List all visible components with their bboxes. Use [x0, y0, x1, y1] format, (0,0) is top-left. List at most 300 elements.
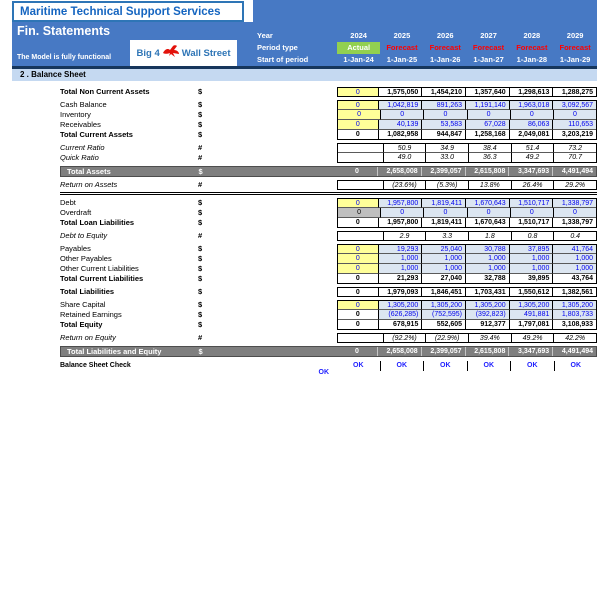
row-label-share-capital: Share Capital [60, 300, 106, 309]
table-row-total-liabilities-and-equity [60, 346, 597, 357]
eagle-icon [162, 44, 180, 63]
row-label-retained-earnings: Retained Earnings [60, 310, 122, 319]
row-cells-inventory [337, 110, 597, 120]
period-type-2026: Forecast [429, 43, 461, 52]
row-cells-total-current-liabilities [337, 274, 597, 284]
row-label-return-on-equity: Return on Equity [60, 333, 116, 342]
cell-total-liabilities-2029: 1,382,561 [552, 288, 596, 296]
cell-debt-2028: 1,510,717 [509, 199, 553, 208]
check-ok-2027: OK [467, 361, 511, 371]
row-label-overdraft: Overdraft [60, 208, 92, 217]
period-type-2028: Forecast [516, 43, 548, 52]
cell-retained-earnings-2028: 491,881 [509, 310, 553, 320]
year-2025: 2025 [393, 31, 411, 40]
year-2024: 2024 [350, 31, 367, 40]
start-2025: 1-Jan-25 [386, 55, 418, 64]
cell-overdraft-2026: 0 [423, 208, 466, 218]
row-gap-column [216, 110, 337, 120]
cell-retained-earnings-2029: 1,803,733 [552, 310, 596, 320]
table-row-quick-ratio [12, 153, 597, 163]
row-label-total-current-liabilities: Total Current Liabilities [60, 274, 144, 283]
year-2026: 2026 [436, 31, 454, 40]
period-type-2025: Forecast [386, 43, 418, 52]
row-cells-share-capital [337, 300, 597, 310]
cell-cash-balance-2028: 1,963,018 [509, 101, 553, 110]
cell-other-current-liabilities-2026: 1,000 [421, 264, 465, 274]
row-cells-current-ratio [337, 143, 597, 153]
cell-debt-2027: 1,670,643 [465, 199, 509, 208]
cell-total-current-liabilities-2025: 21,293 [378, 274, 422, 283]
row-label-total-liabilities: Total Liabilities [60, 287, 115, 296]
cell-share-capital-2027: 1,305,200 [465, 301, 509, 310]
cell-total-non-current-assets-2029: 1,288,275 [552, 88, 596, 96]
row-cells-retained-earnings [337, 310, 597, 320]
cell-inventory-2029: 0 [553, 110, 596, 120]
cell-total-current-liabilities-2024: 0 [338, 274, 378, 283]
cell-total-assets-2024: 0 [354, 168, 359, 175]
cell-share-capital-2029: 1,305,200 [552, 301, 596, 310]
row-unit-total-liabilities-and-equity: $ [198, 347, 203, 356]
row-gap-column [216, 167, 337, 176]
cell-quick-ratio-2027: 36.3 [468, 153, 511, 162]
section-separator-double-line [60, 192, 597, 195]
cell-share-capital-2024[interactable]: 0 [338, 301, 378, 310]
cell-total-equity-2026: 552,605 [421, 320, 465, 329]
row-cells-debt [337, 198, 597, 208]
table-row-payables [12, 244, 597, 254]
start-2024: 1-Jan-24 [343, 55, 374, 64]
row-cells-total-liabilities [337, 287, 597, 297]
row-gap-column [216, 180, 337, 190]
table-row-debt [12, 198, 597, 208]
cell-retained-earnings-2024: 0 [338, 310, 378, 320]
cell-total-liabilities-2028: 1,550,612 [509, 288, 553, 296]
row-gap-column [216, 274, 337, 284]
cell-return-on-equity-2027: 39.4% [468, 334, 511, 342]
cell-total-equity-2024: 0 [338, 320, 378, 329]
row-unit-total-current-liabilities: $ [198, 274, 203, 283]
cell-total-liabilities-and-equity-2024: 0 [354, 348, 359, 355]
cell-total-current-assets-2026: 944,847 [421, 130, 465, 139]
cell-total-liabilities-and-equity-2029: 4,491,494 [552, 347, 596, 356]
cell-total-loan-liabilities-2026: 1,819,411 [421, 218, 465, 227]
row-gap-column [216, 100, 337, 110]
cell-inventory-2026: 0 [423, 110, 466, 120]
cell-current-ratio-2025: 50.9 [383, 144, 426, 153]
cell-cash-balance-2024[interactable]: 0 [338, 101, 378, 110]
check-ok-2028: OK [510, 361, 554, 371]
year-row [253, 30, 597, 42]
table-row-debt-to-equity [12, 231, 597, 241]
cell-debt-to-equity-2026: 3.3 [425, 232, 468, 240]
table-row-retained-earnings [12, 310, 597, 320]
check-lead-cell [216, 361, 337, 376]
table-row-total-equity [12, 320, 597, 330]
table-row-total-loan-liabilities [12, 218, 597, 228]
table-row-total-liabilities [12, 287, 597, 297]
cell-current-ratio-2027: 38.4 [468, 144, 511, 153]
cell-cash-balance-2026: 891,263 [421, 101, 465, 110]
row-gap-column [216, 254, 337, 264]
check-ok-lead: OK [318, 369, 329, 376]
row-gap-column [216, 300, 337, 310]
row-unit-total-loan-liabilities: $ [198, 218, 203, 227]
logo-text-right: Wall Street [181, 47, 231, 59]
start-2028: 1-Jan-28 [516, 55, 548, 64]
logo-text-left: Big 4 [136, 47, 160, 59]
cell-total-assets-2026: 2,399,057 [421, 167, 465, 176]
cell-other-current-liabilities-2028: 1,000 [509, 264, 553, 274]
row-label-debt: Debt [60, 198, 76, 207]
cell-debt-to-equity-2025: 2.9 [383, 232, 426, 240]
cell-receivables-2025: 40,139 [378, 120, 422, 130]
cell-payables-2029: 41,764 [552, 245, 596, 254]
row-gap-column [216, 287, 337, 297]
row-cells-return-on-equity [337, 333, 597, 343]
cell-cash-balance-2029: 3,092,567 [552, 101, 596, 110]
cell-total-current-assets-2029: 3,203,219 [552, 130, 596, 139]
row-unit-payables: $ [198, 244, 203, 253]
table-row-total-non-current-assets [12, 87, 597, 97]
cell-receivables-2028: 86,063 [509, 120, 553, 130]
row-unit-return-on-equity: # [198, 333, 203, 342]
logo [130, 40, 237, 66]
row-gap-column [216, 333, 337, 343]
cell-share-capital-2025: 1,305,200 [378, 301, 422, 310]
row-cells-total-loan-liabilities [337, 218, 597, 228]
row-unit-cash-balance: $ [198, 100, 203, 109]
table-row-return-on-assets [12, 180, 597, 190]
cell-total-current-liabilities-2028: 39,895 [509, 274, 553, 283]
cell-total-equity-2027: 912,377 [465, 320, 509, 329]
table-row-total-current-assets [12, 130, 597, 140]
cell-retained-earnings-2027: (392,823) [465, 310, 509, 320]
cell-total-current-assets-2024: 0 [338, 130, 378, 139]
cell-debt-to-equity-2029: 0.4 [553, 232, 596, 240]
cell-receivables-2026: 53,583 [421, 120, 465, 130]
cell-payables-2028: 37,895 [509, 245, 553, 254]
cell-return-on-assets-2029: 29.2% [553, 181, 596, 189]
cell-total-liabilities-2027: 1,703,431 [465, 288, 509, 296]
check-ok-2024: OK [353, 362, 364, 369]
row-gap-column [216, 347, 337, 356]
year-label: Year [257, 31, 273, 40]
row-cells-check [337, 361, 597, 371]
cell-total-current-liabilities-2026: 27,040 [421, 274, 465, 283]
company-title-box [12, 1, 244, 22]
cell-other-current-liabilities-2029: 1,000 [552, 264, 596, 274]
row-cells-return-on-assets [337, 180, 597, 190]
cell-retained-earnings-2025: (626,285) [378, 310, 422, 320]
row-unit-total-current-assets: $ [198, 130, 203, 139]
cell-total-loan-liabilities-2028: 1,510,717 [509, 218, 553, 227]
row-cells-total-liabilities-and-equity [337, 347, 596, 356]
row-label-other-current-liabilities: Other Current Liabilities [60, 264, 139, 273]
cell-debt-to-equity-2024 [338, 232, 383, 240]
cell-return-on-assets-2024 [338, 181, 383, 189]
row-unit-return-on-assets: # [198, 180, 203, 189]
cell-other-payables-2029: 1,000 [552, 254, 596, 264]
row-unit-other-payables: $ [198, 254, 203, 263]
year-2027: 2027 [480, 31, 497, 40]
cell-total-liabilities-and-equity-2028: 3,347,693 [508, 347, 552, 356]
row-unit-total-non-current-assets: $ [198, 87, 203, 96]
cell-current-ratio-2028: 51.4 [511, 144, 554, 153]
start-2026: 1-Jan-26 [430, 55, 461, 64]
cell-other-current-liabilities-2025: 1,000 [378, 264, 422, 274]
cell-total-liabilities-2026: 1,846,451 [421, 288, 465, 296]
row-label-total-assets: Total Assets [67, 167, 111, 176]
row-unit-current-ratio: # [198, 143, 203, 152]
model-tagline: The Model is fully functional [17, 54, 112, 61]
cell-total-liabilities-and-equity-2027: 2,615,808 [465, 347, 509, 356]
row-unit-overdraft: $ [198, 208, 203, 217]
cell-total-assets-2027: 2,615,808 [465, 167, 509, 176]
cell-return-on-equity-2024 [338, 334, 383, 342]
cell-total-assets-2029: 4,491,494 [552, 167, 596, 176]
row-cells-other-current-liabilities [337, 264, 597, 274]
cell-overdraft-2025: 0 [380, 208, 423, 218]
cell-total-non-current-assets-2025: 1,575,050 [378, 88, 422, 96]
period-type-2024: Actual [337, 42, 380, 54]
cell-overdraft-2024[interactable]: 0 [338, 208, 380, 218]
cell-total-current-liabilities-2029: 43,764 [552, 274, 596, 283]
row-unit-quick-ratio: # [198, 153, 203, 162]
cell-total-assets-2025: 2,658,008 [377, 167, 421, 176]
table-row-total-current-liabilities [12, 274, 597, 284]
cell-quick-ratio-2026: 33.0 [425, 153, 468, 162]
cell-current-ratio-2024 [338, 144, 383, 153]
table-row-inventory [12, 110, 597, 120]
row-cells-other-payables [337, 254, 597, 264]
cell-share-capital-2026: 1,305,200 [421, 301, 465, 310]
table-row-receivables [12, 120, 597, 130]
table-row-return-on-equity [12, 333, 597, 343]
cell-return-on-equity-2028: 49.2% [511, 334, 554, 342]
cell-total-non-current-assets-2024[interactable]: 0 [338, 88, 378, 96]
cell-payables-2026: 25,040 [421, 245, 465, 254]
cell-overdraft-2028: 0 [510, 208, 553, 218]
row-label-payables: Payables [60, 244, 91, 253]
row-gap-column [216, 264, 337, 274]
row-label-debt-to-equity: Debt to Equity [60, 231, 108, 240]
cell-quick-ratio-2025: 49.0 [383, 153, 426, 162]
row-cells-overdraft [337, 208, 597, 218]
cell-receivables-2027: 67,028 [465, 120, 509, 130]
cell-total-equity-2029: 3,108,933 [552, 320, 596, 329]
row-gap-column [216, 208, 337, 218]
cell-total-loan-liabilities-2029: 1,338,797 [552, 218, 596, 227]
row-unit-check [198, 361, 216, 371]
table-row-share-capital [12, 300, 597, 310]
row-gap-column [216, 87, 337, 97]
start-2027: 1-Jan-27 [473, 55, 504, 64]
row-cells-cash-balance [337, 100, 597, 110]
row-unit-inventory: $ [198, 110, 203, 119]
cell-payables-2027: 30,788 [465, 245, 509, 254]
cell-return-on-assets-2025: (23.6%) [383, 181, 426, 189]
row-label-total-loan-liabilities: Total Loan Liabilities [60, 218, 135, 227]
cell-total-current-assets-2025: 1,082,958 [378, 130, 422, 139]
cell-total-liabilities-and-equity-2026: 2,399,057 [421, 347, 465, 356]
cell-overdraft-2029: 0 [553, 208, 596, 218]
cell-total-current-liabilities-2027: 32,788 [465, 274, 509, 283]
table-row-cash-balance [12, 100, 597, 110]
cell-other-payables-2027: 1,000 [465, 254, 509, 264]
year-2029: 2029 [566, 31, 584, 40]
row-gap-column [216, 218, 337, 228]
row-unit-total-liabilities: $ [198, 287, 203, 296]
period-type-row [253, 42, 597, 54]
balance-sheet-table [12, 84, 597, 376]
row-label-total-current-assets: Total Current Assets [60, 130, 133, 139]
row-unit-total-assets: $ [198, 167, 203, 176]
cell-current-ratio-2029: 73.2 [553, 144, 596, 153]
row-gap-column [216, 231, 337, 241]
cell-cash-balance-2025: 1,042,819 [378, 101, 422, 110]
period-type-2029: Forecast [559, 43, 591, 52]
row-gap-column [216, 130, 337, 140]
cell-return-on-assets-2028: 26.4% [511, 181, 554, 189]
cell-total-loan-liabilities-2027: 1,670,643 [465, 218, 509, 227]
row-cells-debt-to-equity [337, 231, 597, 241]
year-2028: 2028 [523, 31, 541, 40]
cell-total-loan-liabilities-2024: 0 [338, 218, 378, 227]
cell-total-liabilities-2024: 0 [338, 288, 378, 296]
table-row-total-assets [60, 166, 597, 177]
page-title: Fin. Statements [17, 24, 111, 38]
row-unit-receivables: $ [198, 120, 203, 129]
start-2029: 1-Jan-29 [559, 55, 591, 64]
section-header: 2 . Balance Sheet [12, 69, 597, 82]
row-label-other-payables: Other Payables [60, 254, 112, 263]
table-row-balance-sheet-check [12, 361, 597, 376]
cell-total-liabilities-and-equity-2025: 2,658,008 [377, 347, 421, 356]
cell-total-non-current-assets-2028: 1,298,613 [509, 88, 553, 96]
cell-total-liabilities-2025: 1,979,093 [378, 288, 422, 296]
row-label-current-ratio: Current Ratio [60, 143, 105, 152]
cell-total-non-current-assets-2026: 1,454,210 [421, 88, 465, 96]
cell-other-current-liabilities-2024[interactable]: 0 [338, 264, 378, 274]
cell-return-on-equity-2025: (92.2%) [383, 334, 426, 342]
row-gap-column [216, 198, 337, 208]
cell-quick-ratio-2028: 49.2 [511, 153, 554, 162]
row-label-quick-ratio: Quick Ratio [60, 153, 99, 162]
row-cells-quick-ratio [337, 153, 597, 163]
cell-share-capital-2028: 1,305,200 [509, 301, 553, 310]
balance-sheet-check-label: Balance Sheet Check [60, 362, 131, 369]
cell-return-on-equity-2029: 42.2% [553, 334, 596, 342]
cell-debt-2029: 1,338,797 [552, 199, 596, 208]
row-gap-column [216, 310, 337, 320]
cell-total-equity-2028: 1,797,081 [509, 320, 553, 329]
start-of-period-label: Start of period [257, 55, 309, 64]
row-label-total-non-current-assets: Total Non Current Assets [60, 87, 150, 96]
cell-total-non-current-assets-2027: 1,357,640 [465, 88, 509, 96]
row-unit-share-capital: $ [198, 300, 203, 309]
cell-receivables-2024[interactable]: 0 [338, 120, 378, 130]
row-label-receivables: Receivables [60, 120, 101, 129]
cell-quick-ratio-2029: 70.7 [553, 153, 596, 162]
cell-debt-2025: 1,957,800 [378, 199, 422, 208]
table-row-current-ratio [12, 143, 597, 153]
cell-total-assets-2028: 3,347,693 [508, 167, 552, 176]
cell-debt-2026: 1,819,411 [421, 199, 465, 208]
cell-payables-2024[interactable]: 0 [338, 245, 378, 254]
cell-receivables-2029: 110,653 [552, 120, 596, 130]
cell-other-payables-2024[interactable]: 0 [338, 254, 378, 264]
row-label-return-on-assets: Return on Assets [60, 180, 118, 189]
cell-other-current-liabilities-2027: 1,000 [465, 264, 509, 274]
period-type-label: Period type [257, 43, 298, 52]
cell-total-equity-2025: 678,915 [378, 320, 422, 329]
row-cells-total-non-current-assets [337, 87, 597, 97]
cell-overdraft-2027: 0 [467, 208, 510, 218]
row-gap-column [216, 120, 337, 130]
company-title: Maritime Technical Support Services [20, 5, 221, 18]
cell-payables-2025: 19,293 [378, 245, 422, 254]
check-ok-2025: OK [380, 361, 424, 371]
cell-debt-to-equity-2027: 1.8 [468, 232, 511, 240]
cell-cash-balance-2027: 1,191,140 [465, 101, 509, 110]
check-ok-2029: OK [554, 361, 598, 371]
cell-return-on-assets-2026: (5.3%) [425, 181, 468, 189]
period-type-2027: Forecast [472, 43, 505, 52]
cell-other-payables-2026: 1,000 [421, 254, 465, 264]
cell-total-current-assets-2028: 2,049,081 [509, 130, 553, 139]
cell-inventory-2028: 0 [510, 110, 553, 120]
row-unit-total-equity: $ [198, 320, 203, 329]
cell-other-payables-2028: 1,000 [509, 254, 553, 264]
cell-total-current-assets-2027: 1,258,168 [465, 130, 509, 139]
row-label-total-equity: Total Equity [60, 320, 103, 329]
table-row-other-payables [12, 254, 597, 264]
cell-total-loan-liabilities-2025: 1,957,800 [378, 218, 422, 227]
check-ok-2026: OK [423, 361, 467, 371]
cell-inventory-2025: 0 [380, 110, 423, 120]
table-row-other-current-liabilities [12, 264, 597, 274]
cell-retained-earnings-2026: (752,595) [421, 310, 465, 320]
row-unit-retained-earnings: $ [198, 310, 203, 319]
row-cells-total-equity [337, 320, 597, 330]
cell-debt-2024[interactable]: 0 [338, 199, 378, 208]
row-gap-column [216, 153, 337, 163]
row-gap-column [216, 320, 337, 330]
row-cells-total-assets [337, 167, 596, 176]
row-gap-column [216, 244, 337, 254]
cell-inventory-2027: 0 [467, 110, 510, 120]
row-unit-other-current-liabilities: $ [198, 264, 203, 273]
cell-quick-ratio-2024 [338, 153, 383, 162]
row-cells-receivables [337, 120, 597, 130]
cell-inventory-2024[interactable]: 0 [338, 110, 380, 120]
cell-return-on-equity-2026: (22.9%) [425, 334, 468, 342]
row-unit-debt: $ [198, 198, 203, 207]
row-cells-payables [337, 244, 597, 254]
cell-debt-to-equity-2028: 0.8 [511, 232, 554, 240]
cell-return-on-assets-2027: 13.8% [468, 181, 511, 189]
row-gap-column [216, 143, 337, 153]
start-of-period-row [253, 54, 597, 66]
cell-other-payables-2025: 1,000 [378, 254, 422, 264]
cell-current-ratio-2026: 34.9 [425, 144, 468, 153]
row-unit-debt-to-equity: # [198, 231, 203, 240]
row-label-cash-balance: Cash Balance [60, 100, 107, 109]
row-label-inventory: Inventory [60, 110, 91, 119]
row-label-total-liabilities-and-equity: Total Liabilities and Equity [67, 347, 162, 356]
table-row-overdraft [12, 208, 597, 218]
row-cells-total-current-assets [337, 130, 597, 140]
